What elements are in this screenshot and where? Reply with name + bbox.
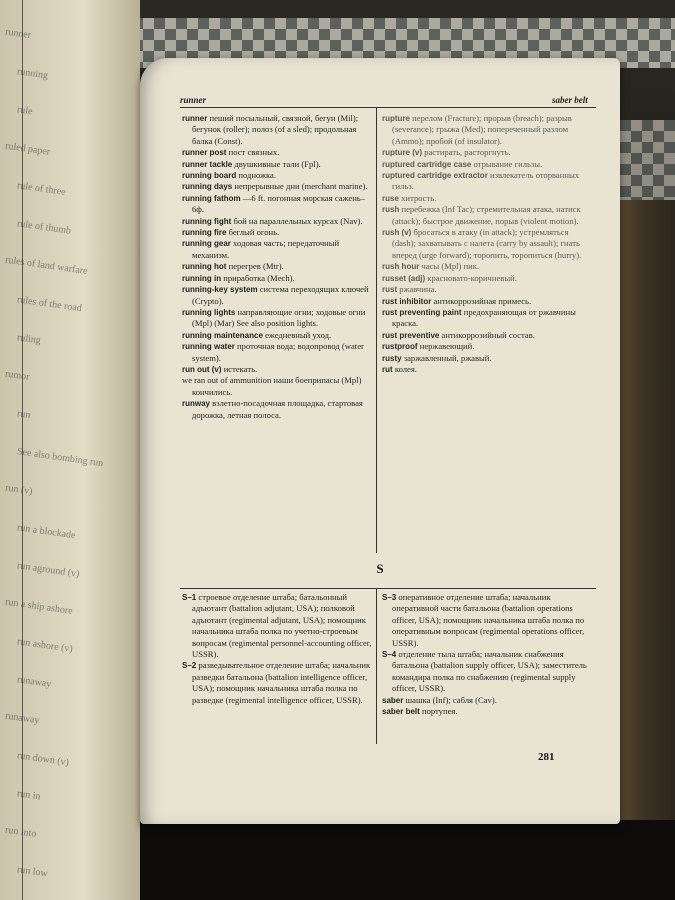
left-page-text <box>2 0 140 900</box>
dictionary-entry <box>382 296 594 307</box>
entry-term: S–4 <box>382 650 397 660</box>
dictionary-entry <box>382 159 594 170</box>
entry-term: rush <box>382 205 400 215</box>
entry-term: saber belt <box>382 707 420 717</box>
left-page-fragment: run into <box>4 824 38 840</box>
entry-definition: заржавленный, ржавый. <box>403 352 492 363</box>
dictionary-entry <box>382 706 594 717</box>
entry-definition: ходовая часть; передаточный механизм. <box>192 238 340 260</box>
left-page-fragment: run in <box>16 788 42 803</box>
left-page-fragment: runaway <box>4 710 41 727</box>
entry-definition: растирать, расторгнуть. <box>424 147 511 158</box>
running-head-left: runner <box>180 95 207 105</box>
entry-definition: нержавеющий. <box>419 341 475 352</box>
entry-definition: беглый огонь. <box>228 227 280 238</box>
dictionary-entry <box>382 170 594 193</box>
entry-term: rust <box>382 285 398 295</box>
entry-definition: перебежка (Inf Tac); стремительная атака, натиск (attack); быстрое движение, порыв (violent motion). <box>392 204 581 226</box>
dictionary-entry <box>182 364 372 375</box>
entry-definition: подножка. <box>238 170 277 181</box>
entry-term: running fire <box>182 228 227 238</box>
entry-term: runner tackle <box>182 159 233 169</box>
dictionary-entry <box>182 216 372 227</box>
left-page-fragment: rule of three <box>16 180 67 198</box>
column-divider-bottom <box>376 589 377 744</box>
entry-term: rush hour <box>382 262 420 272</box>
entry-definition: антикоррозийная примесь. <box>433 295 532 306</box>
entry-definition: отрывание гильзы. <box>473 158 543 169</box>
entry-term: rupture (v) <box>382 148 422 158</box>
entry-term: rust preventive <box>382 330 440 340</box>
dictionary-column-left <box>182 113 372 421</box>
entry-term: rust inhibitor <box>382 296 432 306</box>
entry-definition: непрерывные дни (merchant marine). <box>234 181 368 192</box>
entry-definition: пеший посыльный, связной, бегун (Mil); бегунок (roller); полоз (of a sled); продольная балка (Const). <box>192 113 359 146</box>
entry-term: run out (v) <box>182 364 222 374</box>
entry-definition: бросаться в атаку (in attack); устремляться (dash); захватывать с налета (carry by assault); гнать вперед (urge forward); торопить, торопиться (hurry). <box>392 227 582 260</box>
left-page-fragment: run down (v) <box>16 750 70 769</box>
left-page-fragment: See also bombing run <box>16 446 104 470</box>
dictionary-entry <box>182 398 372 421</box>
dictionary-entry <box>182 284 372 307</box>
entry-definition: шашка (Inf); сабля (Cav). <box>405 694 497 705</box>
dictionary-entry <box>382 330 594 341</box>
entry-definition: отделение тыла штаба; начальник снабжения батальона (battalion supply officer, USA); заместитель командира полка по снабжению (regimental supply officer, USSR). <box>392 649 587 694</box>
entry-definition: направляющие огни; ходовые огни (Mpl) (Mar) See also position lights. <box>192 306 366 329</box>
entry-definition: истекать. <box>223 363 258 374</box>
dictionary-entry <box>382 695 594 706</box>
dictionary-entry <box>182 592 372 660</box>
dictionary-entry <box>182 159 372 170</box>
entry-term: runner post <box>182 148 227 158</box>
dictionary-entry <box>382 353 594 364</box>
dictionary-entry <box>382 307 594 330</box>
dictionary-entry <box>382 227 594 261</box>
entry-term: rush (v) <box>382 228 412 238</box>
dictionary-entry <box>182 261 372 272</box>
left-page-fragment: run (v) <box>4 482 34 498</box>
section-letter: S <box>376 561 384 576</box>
entry-term: rust preventing paint <box>382 307 462 317</box>
entry-term: rustproof <box>382 342 418 352</box>
entry-term: S–2 <box>182 661 197 671</box>
left-page-fragment: rumor <box>4 368 31 383</box>
left-page-fragment: run ashore (v) <box>16 636 74 655</box>
s-column-right <box>382 592 594 717</box>
entry-term: ruptured cartridge case <box>382 159 472 169</box>
dictionary-entry <box>382 113 594 147</box>
entry-definition: ржавчина. <box>399 284 437 295</box>
entry-term: russet (adj) <box>382 273 426 283</box>
right-page <box>140 58 620 824</box>
dictionary-entry <box>382 364 594 375</box>
dictionary-entry <box>182 341 372 364</box>
entry-definition: приработка (Mech). <box>223 272 295 283</box>
left-page-fragment: rule <box>16 104 34 118</box>
entry-definition: часы (Mpl) пик. <box>421 261 480 272</box>
left-page-fragment: rule of thumb <box>16 218 72 237</box>
left-page-fragment: run a blockade <box>16 522 77 542</box>
entry-definition: двушкивные тали (Fpl). <box>234 158 321 169</box>
entry-definition: перелом (Fracture); прорыв (breach); разрыв (severance); грыжа (Med); попереченный разлом (Ammo); пробой (of insulator). <box>392 113 572 146</box>
dictionary-entry <box>182 227 372 238</box>
dictionary-entry <box>382 193 594 204</box>
entry-term: running in <box>182 273 222 283</box>
checkered-tablecloth-right <box>620 120 675 200</box>
entry-definition: строевое отделение штаба; батальонный адъютант (battalion adjutant, USA); полковой адъютант (regimental adjutant, USA); помощник начальника штаба полка по учетно-строевым вопросам (regimental personnel-accounting officer, USSR). <box>192 592 372 660</box>
entry-term: running days <box>182 182 233 192</box>
entry-term: S–1 <box>182 593 197 602</box>
s-column-left <box>182 592 372 706</box>
page-number: 281 <box>538 751 555 763</box>
entry-term: running board <box>182 171 237 181</box>
dictionary-entry <box>182 307 372 330</box>
entry-term: ruse <box>382 193 399 203</box>
entry-term: runway <box>182 399 211 409</box>
wooden-surface <box>615 200 675 900</box>
entry-definition: we ran out of ammunition наши боеприпасы (Mpl) кончились. <box>182 375 362 397</box>
entry-definition: портупея. <box>421 706 458 717</box>
entry-definition: извлекатель оторванных гильз. <box>392 170 580 192</box>
running-head-right: saber belt <box>552 95 588 105</box>
entry-definition: перегрев (Mtr). <box>228 261 284 272</box>
entry-definition: разведывательное отделение штаба; начальник разведки батальона (battalion intelligence officer, USA); помощник начальника штаба полка по разведке (regimental intelligence officer, USSR). <box>192 660 371 705</box>
dictionary-entry <box>182 181 372 192</box>
left-page-fragment: run aground (v) <box>16 560 80 580</box>
entry-term: runner <box>182 114 208 123</box>
entry-term: running fight <box>182 216 232 226</box>
dictionary-entry <box>182 170 372 181</box>
entry-definition: антикоррозийный состав. <box>441 329 535 340</box>
left-page-fragment: runaway <box>16 674 52 690</box>
dictionary-entry <box>182 375 372 398</box>
entry-definition: пост связных. <box>228 147 280 158</box>
left-page-fragment: runner <box>4 26 32 42</box>
entry-definition: система переходящих ключей (Crypto). <box>192 284 369 306</box>
entry-definition: проточная вода; водопровод (water system). <box>192 341 364 363</box>
dictionary-entry <box>182 147 372 158</box>
entry-definition: хитрость. <box>401 192 437 203</box>
dictionary-entry <box>382 204 594 227</box>
entry-definition: предохраняющая от ржавчины краска. <box>392 306 576 329</box>
entry-term: S–3 <box>382 593 397 602</box>
dictionary-entry <box>182 660 372 706</box>
dictionary-entry <box>382 147 594 158</box>
left-page-fragment: ruling <box>16 332 42 347</box>
left-page-fragment: run <box>16 408 32 421</box>
entry-definition: колея. <box>394 363 417 374</box>
dictionary-entry <box>382 261 594 272</box>
entry-term: rupture <box>382 114 410 123</box>
dictionary-entry <box>182 330 372 341</box>
entry-term: running lights <box>182 307 236 317</box>
left-page-fragment: ruled paper <box>4 140 51 158</box>
left-page-fragment: rules of land warfare <box>4 254 89 278</box>
entry-definition: оперативное отделение штаба; начальник оперативной части батальона (battalion operations officer, USA); помощник начальника штаба полка по оперативным вопросам (regimental operations officer, USSR). <box>392 592 585 648</box>
entry-term: rusty <box>382 353 402 363</box>
entry-term: running fathom <box>182 193 241 203</box>
dictionary-entry <box>382 273 594 284</box>
entry-term: running maintenance <box>182 330 263 340</box>
dictionary-entry <box>182 193 372 216</box>
dictionary-entry <box>382 592 594 649</box>
entry-term: running-key system <box>182 285 258 295</box>
dictionary-entry <box>182 273 372 284</box>
entry-term: ruptured cartridge extractor <box>382 171 488 181</box>
column-divider-top <box>376 108 377 553</box>
entry-definition: —6 ft. погонная морская сажень–6ф. <box>192 192 366 215</box>
dictionary-column-right <box>382 113 594 375</box>
entry-term: running gear <box>182 239 231 249</box>
entry-term: saber <box>382 695 404 705</box>
dictionary-entry <box>382 341 594 352</box>
left-page-fragment: rules of the road <box>16 294 83 315</box>
entry-definition: ежедневный уход. <box>265 329 332 340</box>
left-page-fragment: run low <box>16 864 49 880</box>
entry-definition: бой на параллельных курсах (Nav). <box>233 215 363 226</box>
book-shadow <box>120 820 675 900</box>
dictionary-entry <box>182 113 372 147</box>
header-rule <box>180 107 596 108</box>
entry-definition: красновато-коричневый. <box>427 272 517 283</box>
entry-term: running hot <box>182 262 227 272</box>
dictionary-entry <box>382 649 594 695</box>
section-rule <box>180 588 596 589</box>
left-page-fragment: running <box>16 66 49 82</box>
entry-term: running water <box>182 342 235 352</box>
left-page-fragment: run a ship ashore <box>4 596 74 617</box>
dictionary-entry <box>382 284 594 295</box>
left-page <box>0 0 140 900</box>
entry-definition: взлетно-посадочная площадка, стартовая дорожка, летная полоса. <box>192 398 363 420</box>
dictionary-entry <box>182 238 372 261</box>
entry-term: rut <box>382 364 393 374</box>
